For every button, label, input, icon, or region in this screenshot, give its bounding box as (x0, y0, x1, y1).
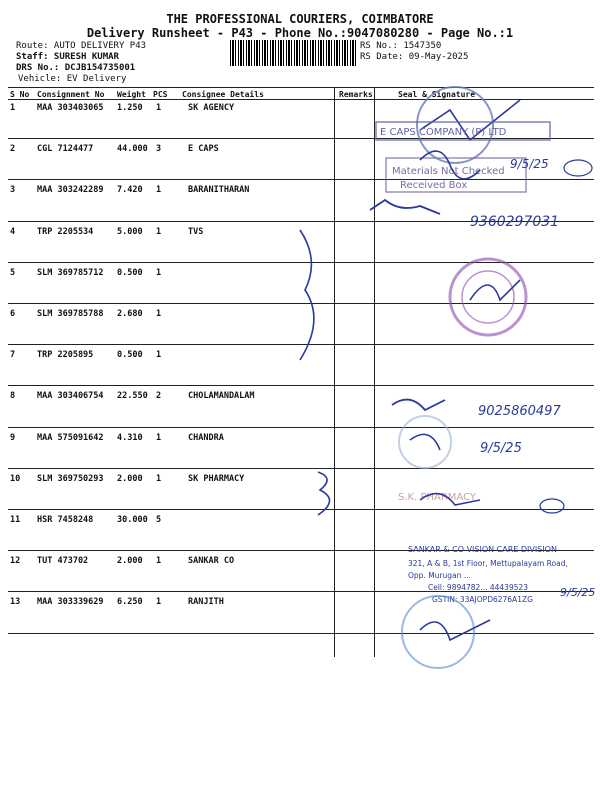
materials-not-checked: Materials Not Checked (392, 166, 505, 177)
purple-seal-row5 (450, 259, 526, 335)
sankar-line2: 321, A & B, 1st Floor, Mettupalayam Road, (408, 559, 568, 568)
rows4-7-bracket (300, 230, 314, 360)
row-12-sno: 12 (10, 556, 21, 567)
row-8-weight: 22.550 (117, 391, 148, 402)
row-9-sno: 9 (10, 432, 16, 443)
staff-label: Staff: SURESH KUMAR (16, 52, 119, 62)
row-1-consignee: SK AGENCY (188, 103, 235, 113)
row3-signature (370, 200, 559, 230)
col-consignee: Consignee Details (182, 90, 264, 99)
row-2-consignment: CGL 7124477 (37, 144, 94, 155)
row-2-consignee: E CAPS (188, 144, 219, 155)
row-9-consignee: CHANDRA (188, 432, 224, 443)
sankar-line4: Cell: 9894782... 44439523 (428, 583, 529, 592)
date-row2: 9/5/25 (510, 157, 549, 171)
row-7-sno: 7 (10, 350, 16, 361)
row-11-weight: 30.000 (117, 515, 148, 525)
row-13-pcs: 1 (156, 597, 162, 608)
row-divider (8, 468, 594, 469)
row-5-consignment: SLM 369785712 (37, 267, 104, 278)
row-10-pcs: 1 (156, 473, 162, 484)
row-4-sno: 4 (10, 226, 16, 237)
date-row9: 9/5/25 (480, 441, 522, 456)
table-top-border (8, 87, 594, 88)
row-9-consignment: MAA 575091642 (37, 432, 104, 443)
row-7-pcs: 1 (156, 350, 162, 361)
row-10-consignment: SLM 369750293 (37, 473, 104, 484)
row-7-consignment: TRP 2205895 (37, 350, 94, 361)
pharmacy-stamp-text: S.K. PHARMACY (398, 492, 476, 503)
route-label: Route: AUTO DELIVERY P43 (16, 41, 147, 51)
row-3-consignment: MAA 303242289 (37, 185, 104, 196)
row-2-weight: 44.000 (117, 144, 148, 155)
row-12-consignee: SANKAR CO (188, 556, 235, 567)
col-consignment: Consignment No (37, 90, 105, 99)
row-divider (8, 303, 594, 304)
row-3-weight: 7.420 (117, 185, 143, 196)
table-header-border (8, 99, 594, 100)
row-4-consignee: TVS (188, 226, 204, 237)
row-6-pcs: 1 (156, 309, 162, 319)
row-9-pcs: 1 (156, 432, 162, 443)
row-13-consignee: RANJITH (188, 597, 224, 608)
row-divider (8, 344, 594, 345)
row-2-sno: 2 (10, 144, 16, 155)
col-pcs: PCS (153, 90, 168, 99)
row-11-pcs: 5 (156, 515, 162, 525)
drs-label: DRS No.: DCJB154735001 (16, 63, 136, 73)
phone-row3: 9360297031 (470, 214, 560, 230)
row-11-consignment: HSR 7458248 (37, 515, 94, 525)
row-1-weight: 1.250 (117, 103, 143, 113)
row-1-sno: 1 (10, 103, 16, 113)
vehicle-label: Vehicle: EV Delivery (18, 74, 127, 84)
row-4-pcs: 1 (156, 226, 162, 237)
ecaps-stamp (376, 122, 592, 192)
row-1-pcs: 1 (156, 103, 162, 113)
row-divider (8, 138, 594, 139)
sankar-line3: Opp. Murugan ... (408, 571, 471, 580)
sankar-line5: GSTIN: 33AJOPD6276A1ZG (432, 595, 533, 604)
row-5-pcs: 1 (156, 267, 162, 278)
row-10-weight: 2.000 (117, 473, 143, 484)
row-13-consignment: MAA 303339629 (37, 597, 104, 608)
col-remarks: Remarks (339, 90, 373, 99)
row-6-sno: 6 (10, 309, 16, 319)
seal-col-border (374, 87, 375, 657)
row-divider (8, 385, 594, 386)
row8-signature (392, 400, 561, 419)
rs-number: RS No.: 1547350 (360, 41, 442, 51)
row-divider (8, 591, 594, 592)
row-13-sno: 13 (10, 597, 21, 608)
sankar-stamp (408, 545, 595, 604)
sankar-line1: SANKAR & CO VISION CARE DIVISION (408, 545, 557, 554)
col-sno: S No (10, 90, 30, 99)
row-12-weight: 2.000 (117, 556, 143, 567)
row-divider (8, 633, 594, 634)
row-12-pcs: 1 (156, 556, 162, 567)
row-divider (8, 427, 594, 428)
row-8-consignment: MAA 303406754 (37, 391, 104, 402)
row-8-pcs: 2 (156, 391, 162, 402)
received-box: Received Box (400, 180, 468, 191)
row-11-sno: 11 (10, 515, 21, 525)
row-3-sno: 3 (10, 185, 16, 196)
row-2-pcs: 3 (156, 144, 162, 155)
row-8-consignee: CHOLAMANDALAM (188, 391, 255, 402)
row-10-consignee: SK PHARMACY (188, 473, 245, 484)
date-row12: 9/5/25 (560, 586, 596, 599)
rs-date: RS Date: 09-May-2025 (360, 52, 469, 62)
row-9-weight: 4.310 (117, 432, 143, 443)
ecaps-stamp-text: E CAPS COMPANY (P) LTD (380, 127, 507, 138)
row-1-consignment: MAA 303403065 (37, 103, 104, 113)
remarks-col-border (334, 87, 335, 657)
row-6-weight: 2.680 (117, 309, 143, 319)
row-divider (8, 262, 594, 263)
row9-seal (399, 416, 522, 468)
row-divider (8, 221, 594, 222)
row-13-weight: 6.250 (117, 597, 143, 608)
row-5-sno: 5 (10, 267, 16, 278)
row-divider (8, 550, 594, 551)
barcode (230, 40, 356, 66)
row-8-sno: 8 (10, 391, 16, 402)
runsheet-subtitle: Delivery Runsheet - P43 - Phone No.:9047080280 - Page No.:1 (86, 26, 514, 40)
row-3-pcs: 1 (156, 185, 162, 196)
phone-row8: 9025860497 (478, 404, 561, 419)
runsheet-title: THE PROFESSIONAL COURIERS, COIMBATORE (166, 12, 434, 26)
row-10-sno: 10 (10, 473, 21, 484)
row-7-weight: 0.500 (117, 350, 143, 361)
col-weight: Weight (117, 90, 146, 99)
row-divider (8, 509, 594, 510)
row-6-consignment: SLM 369785788 (37, 309, 104, 319)
row-divider (8, 179, 594, 180)
col-seal-signature: Seal & Signature (398, 90, 476, 99)
row-5-weight: 0.500 (117, 267, 143, 278)
row-4-weight: 5.000 (117, 226, 143, 237)
row-3-consignee: BARANITHARAN (188, 185, 250, 196)
row-4-consignment: TRP 2205534 (37, 226, 94, 237)
row-12-consignment: TUT 473702 (37, 556, 89, 567)
